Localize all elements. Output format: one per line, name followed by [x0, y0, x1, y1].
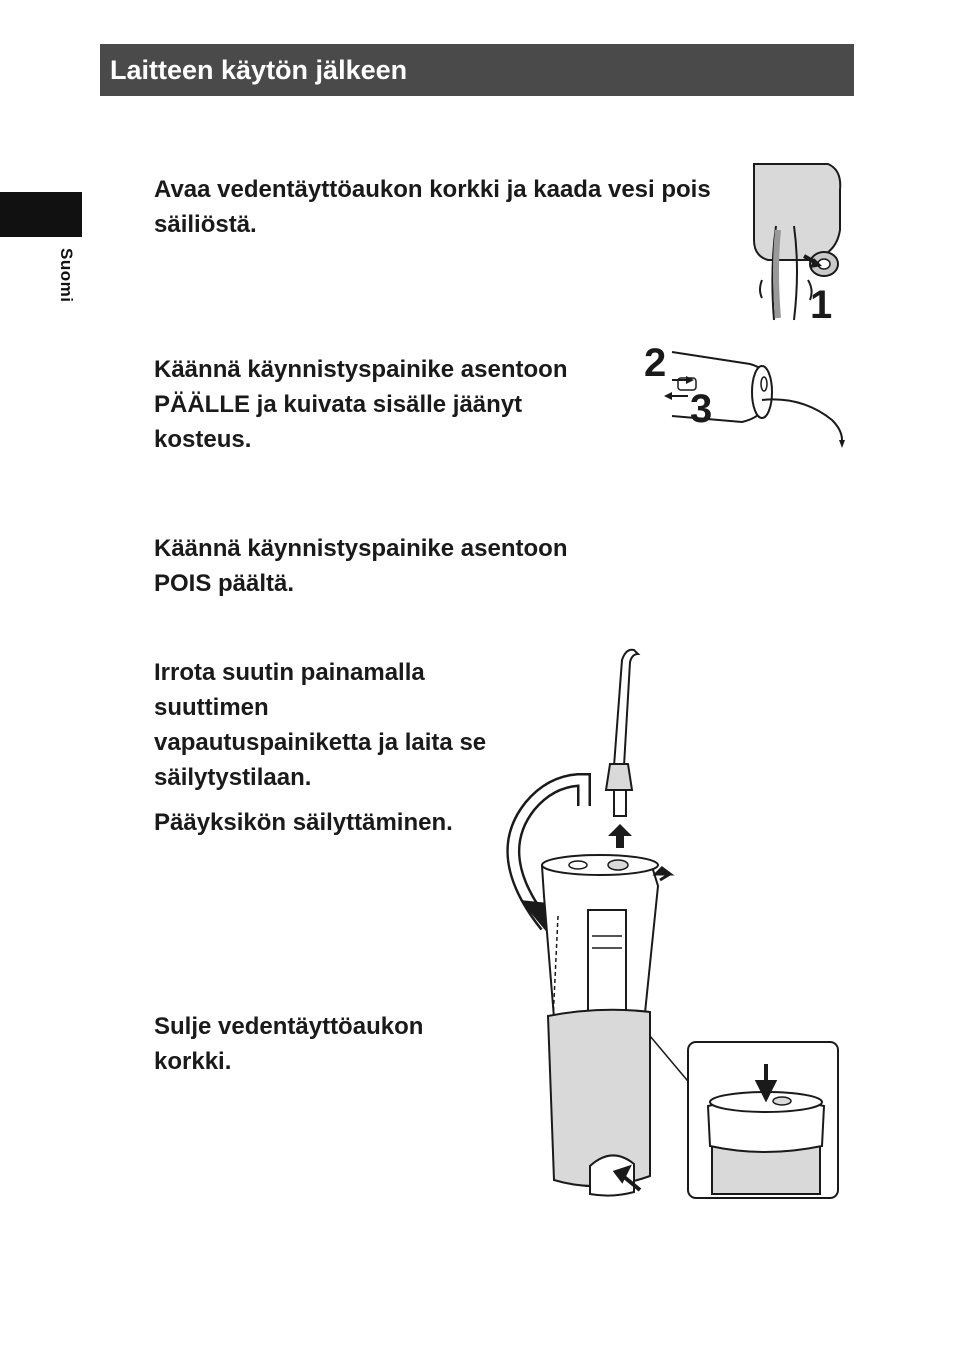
up-arrow-icon [608, 824, 632, 848]
release-arrow-icon [656, 868, 670, 880]
pour-water-illustration [748, 160, 848, 326]
section-title: Laitteen käytön jälkeen [110, 55, 408, 85]
switch-callout-3: 3 [690, 387, 713, 431]
section-header [100, 44, 854, 96]
step-2 [154, 352, 624, 457]
inset-close-cap [688, 1042, 838, 1198]
step-5 [154, 1009, 474, 1079]
nozzle [606, 650, 638, 816]
step-4-note: Pääyksikön säilyttäminen. [154, 809, 453, 836]
switch-callout-2: 2 [644, 341, 667, 385]
step-2-text: Käännä käynnistyspainike asentoon PÄÄLLE ja kuivata sisälle jäänyt kosteus. [154, 356, 568, 453]
step-3-text: Käännä käynnistyspainike asentoon POIS päältä. [154, 535, 568, 597]
language-label: Suomi [57, 248, 76, 303]
step-4 [154, 655, 489, 840]
step-1-text: Avaa vedentäyttöaukon korkki ja kaada vesi pois säiliöstä. [154, 176, 711, 238]
switch-dry-illustration [642, 340, 848, 450]
language-tab [0, 192, 82, 237]
pour-callout-number: 1 [810, 283, 833, 327]
step-5-text: Sulje vedentäyttöaukon korkki. [154, 1013, 424, 1075]
step-4-text: Irrota suutin painamalla suuttimen vapautuspainiketta ja laita se säilytystilaan. [154, 659, 487, 791]
step-1 [154, 172, 714, 242]
store-unit-illustration [500, 646, 844, 1200]
storage-case [548, 1010, 692, 1196]
step-3 [154, 531, 624, 601]
